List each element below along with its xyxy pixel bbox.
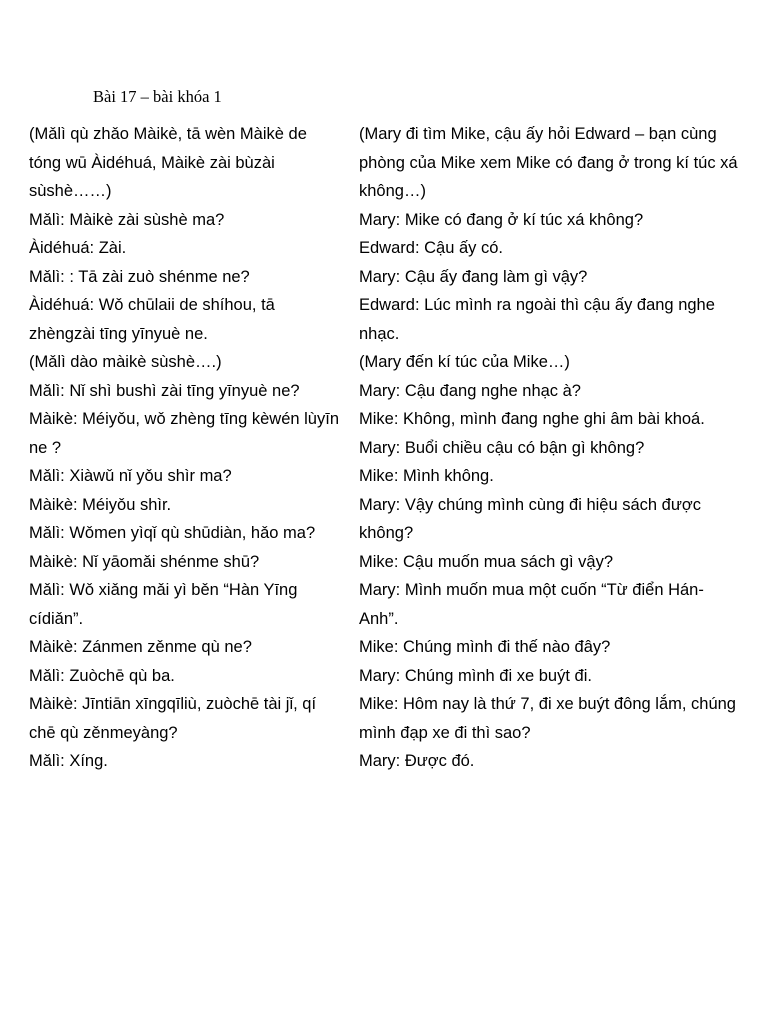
vietnamese-line: Mary: Mình muốn mua một cuốn “Từ điển Hán-Anh”. <box>359 581 704 628</box>
pinyin-line: Mǎlì: Xiàwǔ nǐ yǒu shìr ma? <box>29 467 232 485</box>
pinyin-line: Mǎlì: Wǒ xiǎng mǎi yì běn “Hàn Yīng cídiǎn”. <box>29 581 298 628</box>
pinyin-line: Màikè: Méiyǒu shìr. <box>29 495 172 514</box>
pinyin-line: Mǎlì: Xíng. <box>29 752 108 770</box>
pinyin-line: Màikè: Zánmen zěnme qù ne? <box>29 638 252 656</box>
vietnamese-line: Mary: Cậu ấy đang làm gì vậy? <box>359 267 588 286</box>
vietnamese-line: Edward: Cậu ấy có. <box>359 239 503 257</box>
vietnamese-column <box>359 120 743 776</box>
vietnamese-line: (Mary đến kí túc của Mike…) <box>359 353 570 371</box>
vietnamese-line: Edward: Lúc mình ra ngoài thì cậu ấy đang nghe nhạc. <box>359 296 715 343</box>
pinyin-line: Mǎlì: Wǒmen yìqǐ qù shūdiàn, hǎo ma? <box>29 524 316 542</box>
pinyin-line: Màikè: Méiyǒu, wǒ zhèng tīng kèwén lùyīn ne ? <box>29 410 339 457</box>
vietnamese-line: (Mary đi tìm Mike, cậu ấy hỏi Edward – bạn cùng phòng của Mike xem Mike có đang ở trong kí túc xá không…) <box>359 125 738 200</box>
vietnamese-line: Mary: Được đó. <box>359 752 475 770</box>
pinyin-line: Mǎlì: Zuòchē qù ba. <box>29 666 175 685</box>
page-title: Bài 17 – bài khóa 1 <box>93 87 222 106</box>
vietnamese-line: Mike: Cậu muốn mua sách gì vậy? <box>359 552 614 571</box>
vietnamese-line: Mike: Mình không. <box>359 467 494 485</box>
pinyin-line: (Mǎlì dào màikè sùshè….) <box>29 353 222 371</box>
pinyin-line: Mǎlì: Màikè zài sùshè ma? <box>29 210 225 229</box>
pinyin-line: Mǎlì: : Tā zài zuò shénme ne? <box>29 267 250 286</box>
pinyin-line: Màikè: Jīntiān xīngqīliù, zuòchē tài jǐ, qí chē qù zěnmeyàng? <box>29 695 317 742</box>
pinyin-line: Màikè: Nǐ yāomǎi shénme shū? <box>29 552 260 571</box>
pinyin-line: Àidéhuá: Zài. <box>29 239 127 257</box>
vietnamese-line: Mary: Buổi chiều cậu có bận gì không? <box>359 438 645 457</box>
vietnamese-line: Mary: Chúng mình đi xe buýt đi. <box>359 666 592 685</box>
vietnamese-line: Mike: Hôm nay là thứ 7, đi xe buýt đông lắm, chúng mình đạp xe đi thì sao? <box>359 695 736 742</box>
vietnamese-line: Mary: Mike có đang ở kí túc xá không? <box>359 210 644 229</box>
vietnamese-line: Mike: Chúng mình đi thế nào đây? <box>359 638 611 656</box>
vietnamese-line: Mary: Cậu đang nghe nhạc à? <box>359 381 581 400</box>
pinyin-line: Mǎlì: Nǐ shì bushì zài tīng yīnyuè ne? <box>29 381 300 400</box>
pinyin-line: Àidéhuá: Wǒ chūlaii de shíhou, tā zhèngzài tīng yīnyuè ne. <box>29 296 275 343</box>
vietnamese-line: Mary: Vậy chúng mình cùng đi hiệu sách được không? <box>359 495 701 542</box>
pinyin-column <box>29 120 341 776</box>
pinyin-line: (Mǎlì qù zhǎo Màikè, tā wèn Màikè de tóng wū Àidéhuá, Màikè zài bùzài sùshè……) <box>29 125 307 200</box>
vietnamese-line: Mike: Không, mình đang nghe ghi âm bài khoá. <box>359 410 705 428</box>
